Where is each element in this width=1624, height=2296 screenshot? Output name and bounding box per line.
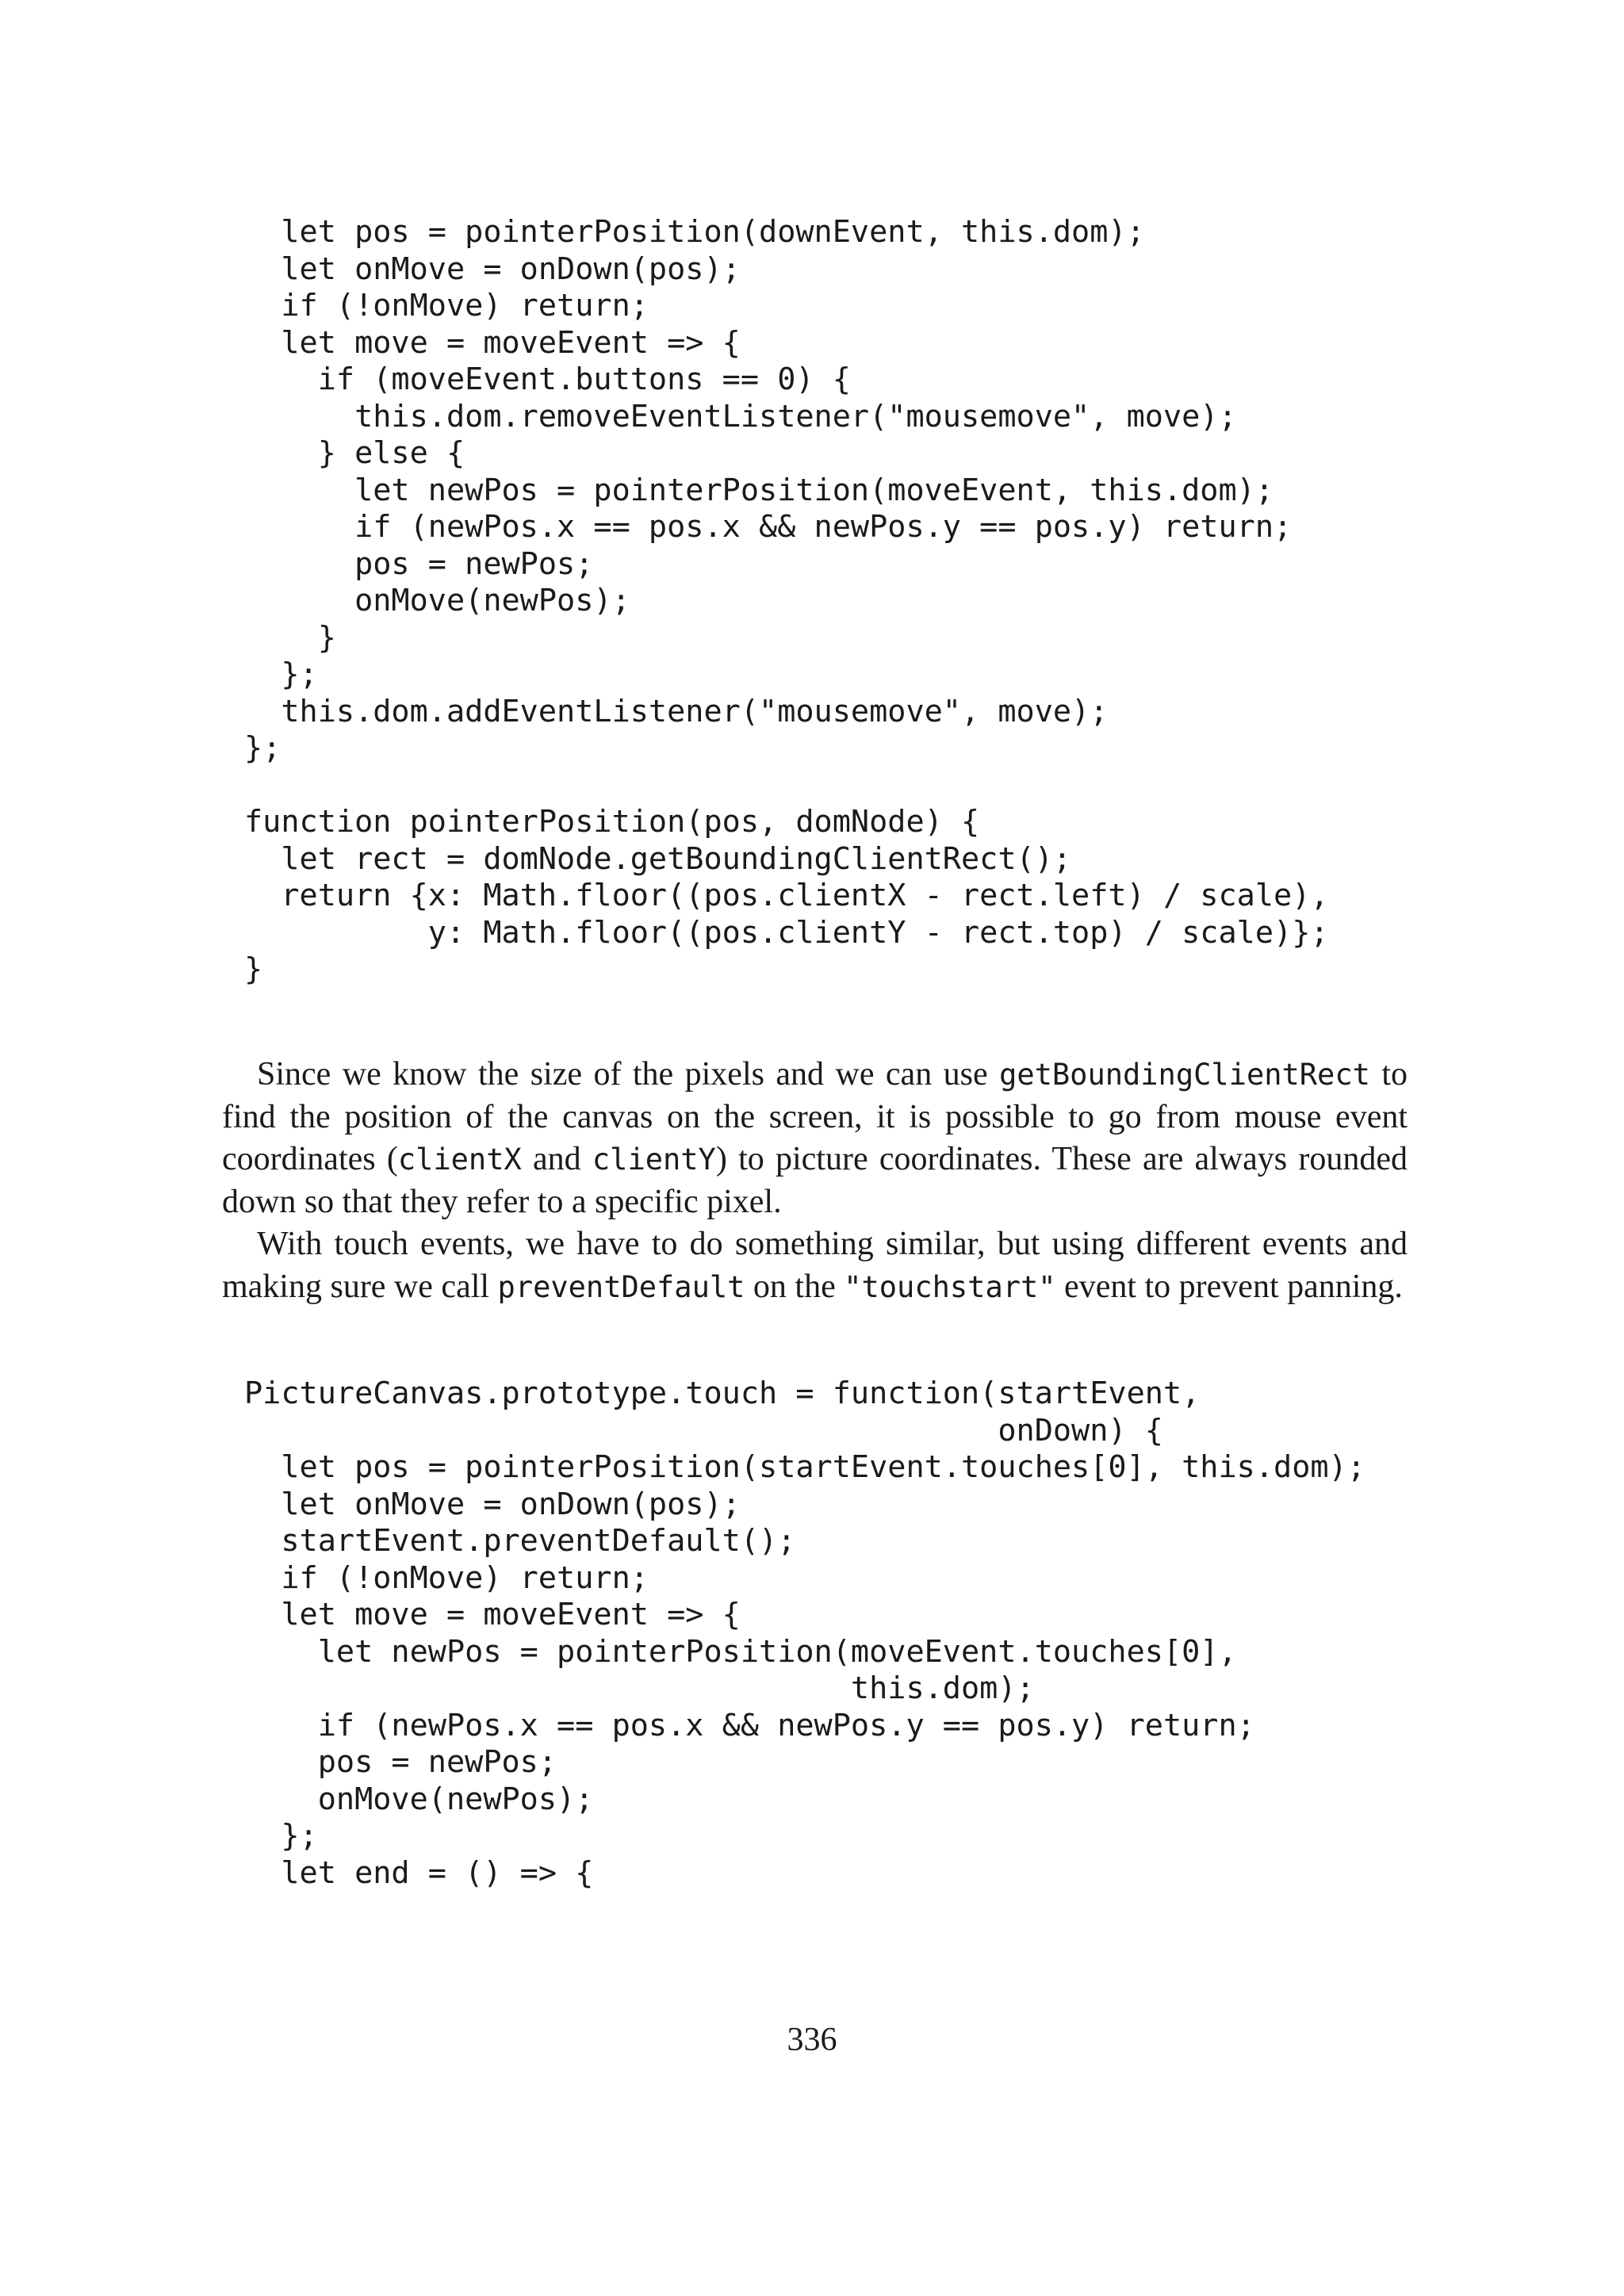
code-line: let pos = pointerPosition(downEvent, this.dom); [244,214,1145,250]
code-line: if (!onMove) return; [244,1559,649,1596]
code-line: }; [244,1818,318,1854]
text-run: to find the position of the canvas on the screen, it is possible to go from mouse event coordinates ( [222,1056,1408,1177]
inline-code: preventDefault [497,1269,745,1304]
code-line: pos = newPos; [244,545,594,582]
paragraph [222,1223,1408,1308]
inline-code: "touchstart" [844,1269,1056,1304]
inline-code: clientX [397,1142,522,1177]
code-line: PictureCanvas.prototype.touch = function(startEvent, [244,1376,1201,1411]
code-line: } else { [244,435,465,471]
text-run: ) to picture coordinates. These are always rounded down so that they refer to a specific pixel. [222,1141,1408,1220]
text-run: on the [745,1268,845,1305]
code-line: let newPos = pointerPosition(moveEvent.touches[0], [244,1633,1237,1670]
body-text [222,1054,1408,1308]
code-line: }; [244,730,282,766]
code-line: onDown) { [244,1412,1163,1448]
code-line: pos = newPos; [244,1744,557,1780]
code-line: this.dom.addEventListener("mousemove", move); [244,693,1109,729]
code-line: let move = moveEvent => { [244,1597,741,1632]
code-line: let rect = domNode.getBoundingClientRect(); [244,840,1072,877]
text-run: and [521,1141,592,1177]
code-line: y: Math.floor((pos.clientY - rect.top) / scale)}; [244,914,1329,951]
code-line: }; [244,656,318,692]
code-line: this.dom); [244,1670,1035,1706]
text-run: event to prevent panning. [1055,1268,1403,1305]
code-line: onMove(newPos); [244,583,630,618]
code-line: } [244,619,336,656]
code-line: startEvent.preventDefault(); [244,1523,796,1559]
page-number: 336 [787,2022,837,2058]
code-block-mouse-handler [244,214,1329,989]
code-line: let move = moveEvent => { [244,324,741,361]
code-line: if (newPos.x == pos.x && newPos.y == pos.y) return; [244,1707,1255,1743]
code-line: function pointerPosition(pos, domNode) { [244,804,980,840]
code-line: let onMove = onDown(pos); [244,1486,741,1522]
code-line: if (newPos.x == pos.x && newPos.y == pos.y) return; [244,509,1293,545]
code-line: let newPos = pointerPosition(moveEvent, this.dom); [244,472,1274,508]
code-line: onMove(newPos); [244,1781,594,1817]
code-line: if (!onMove) return; [244,288,649,323]
code-line: this.dom.removeEventListener("mousemove", move); [244,398,1237,434]
code-line: let end = () => { [244,1854,594,1891]
code-block-touch-handler [244,1376,1365,1892]
code-line: return {x: Math.floor((pos.clientX - rect.left) / scale), [244,878,1329,913]
text-run: Since we know the size of the pixels and we can use [257,1056,1000,1093]
text-run: With touch events, we have to do something similar, but using different events and making sure we call [222,1226,1408,1305]
code-line: let pos = pointerPosition(startEvent.touches[0], this.dom); [244,1449,1365,1485]
code-line: } [244,951,263,987]
inline-code: clientY [592,1142,716,1177]
code-line: if (moveEvent.buttons == 0) { [244,362,851,397]
paragraph [222,1054,1408,1223]
code-line: let onMove = onDown(pos); [244,251,741,287]
inline-code: getBoundingClientRect [999,1058,1370,1092]
